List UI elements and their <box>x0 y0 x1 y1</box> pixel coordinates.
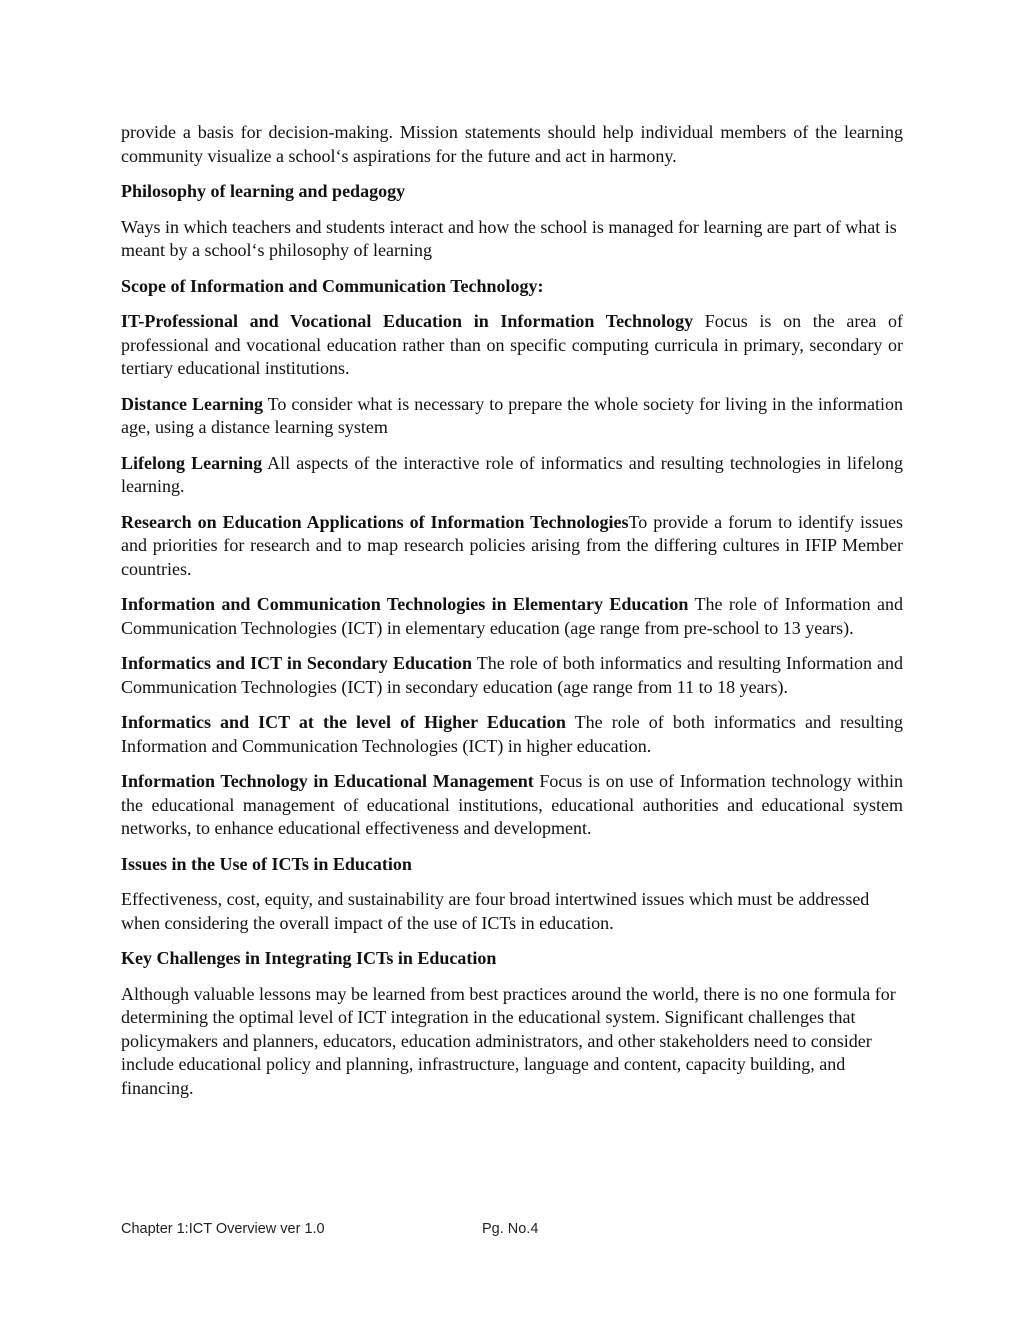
scope-item-text: Focus is on the area of professional and vocational education rather than on specific computing curricula in primary, secondary or tertiary educational institutions. <box>121 311 903 378</box>
document-body <box>121 121 903 1112</box>
scope-item-lifelong-learning <box>121 452 903 499</box>
scope-item-it-professional <box>121 310 903 381</box>
scope-item-text: To consider what is necessary to prepare the whole society for living in the information age, using a distance learning system <box>121 393 903 437</box>
challenges-heading: Key Challenges in Integrating ICTs in Education <box>121 948 497 968</box>
scope-item-title: IT-Professional and Vocational Education in Information Technology <box>121 311 694 331</box>
scope-item-text: To provide a forum to identify issues and priorities for research and to map research policies arising from the differing cultures in IFIP Member countries. <box>121 511 903 579</box>
footer-chapter: Chapter 1:ICT Overview ver 1.0 <box>121 1221 325 1237</box>
scope-item-title: Informatics and ICT at the level of Higher Education <box>121 712 566 732</box>
scope-heading: Scope of Information and Communication Technology: <box>121 275 544 296</box>
footer-page-number: Pg. No.4 <box>482 1221 539 1237</box>
scope-item-title: Research on Education Applications of Information Technologies <box>121 511 629 532</box>
scope-item-higher-education <box>121 711 903 758</box>
challenges-paragraph: Although valuable lessons may be learned from best practices around the world, there is no one formula for determining the optimal level of ICT integration in the educational system. Significant challenges that policymakers and planners, educators, education administrators, and other stakeholders need to consider include educational policy and planning, infrastructure, language and content, capacity building, and financing. <box>121 983 896 1098</box>
scope-item-title: Lifelong Learning <box>121 452 263 473</box>
scope-item-title: Informatics and ICT in Secondary Education <box>121 653 472 673</box>
scope-item-title: Information and Communication Technologies in Elementary Education <box>121 594 689 614</box>
scope-item-text: The role of both informatics and resulting Information and Communication Technologies (ICT) in higher education. <box>121 712 903 756</box>
philosophy-paragraph: Ways in which teachers and students interact and how the school is managed for learning are part of what is meant by a school‘s philosophy of learning <box>121 216 897 260</box>
scope-item-title: Distance Learning <box>121 393 263 414</box>
scope-item-elementary <box>121 593 903 640</box>
scope-item-research <box>121 511 903 582</box>
scope-item-management <box>121 770 903 841</box>
intro-paragraph: provide a basis for decision-making. Mission statements should help individual members of the learning community visualize a school‘s aspirations for the future and act in harmony. <box>121 122 903 166</box>
scope-item-secondary <box>121 652 903 699</box>
scope-item-title: Information Technology in Educational Management <box>121 771 534 791</box>
issues-heading: Issues in the Use of ICTs in Education <box>121 853 412 874</box>
scope-item-text: Focus is on use of Information technology within the educational management of educational institutions, educational authorities and educational system networks, to enhance educational effectiveness and development. <box>121 771 903 838</box>
scope-item-text: The role of both informatics and resulting Information and Communication Technologies (ICT) in secondary education (age range from 11 to 18 years). <box>121 653 903 697</box>
scope-item-text: All aspects of the interactive role of informatics and resulting technologies in lifelong learning. <box>121 452 903 496</box>
scope-item-text: The role of Information and Communication Technologies (ICT) in elementary education (age range from pre-school to 13 years). <box>121 594 903 638</box>
issues-paragraph: Effectiveness, cost, equity, and sustainability are four broad intertwined issues which must be addressed when considering the overall impact of the use of ICTs in education. <box>121 889 870 933</box>
philosophy-heading: Philosophy of learning and pedagogy <box>121 181 406 201</box>
scope-item-distance-learning <box>121 393 903 440</box>
